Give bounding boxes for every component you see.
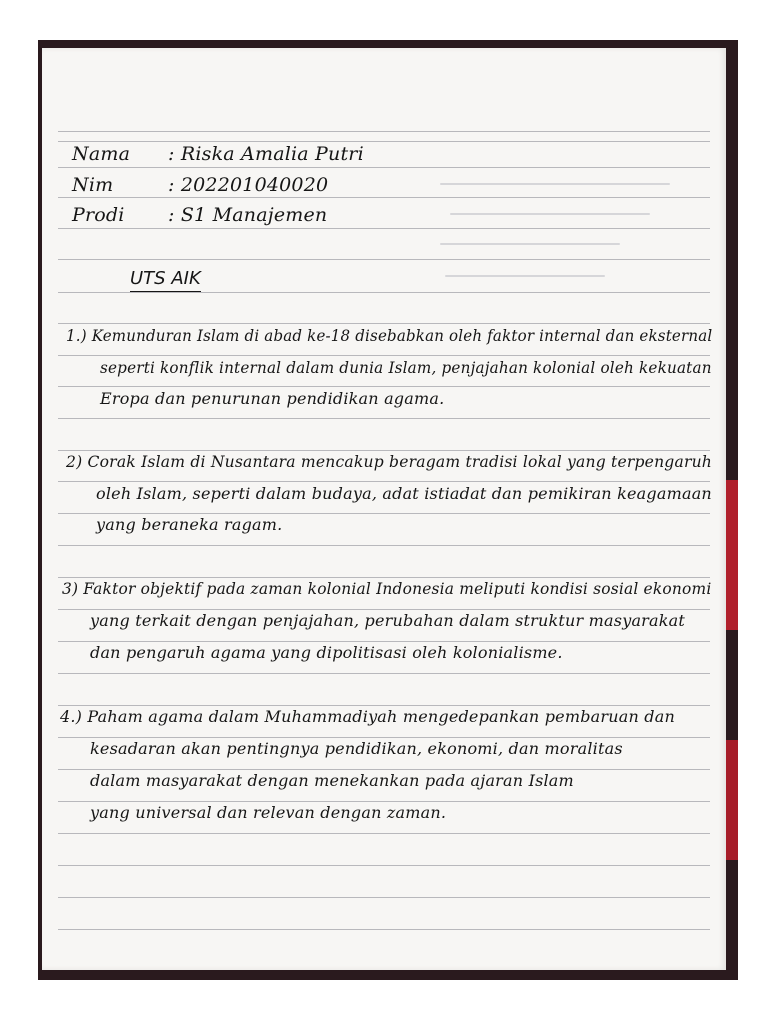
red-cover-edge [724, 480, 738, 630]
ruled-line [58, 545, 710, 546]
ruled-line [58, 167, 710, 168]
answer-3-line-1: 3) Faktor objektif pada zaman kolonial Indonesia meliputi kondisi sosial ekonomi [62, 579, 712, 598]
answer-4-line-3: dalam masyarakat dengan menekankan pada ajaran Islam [90, 771, 574, 790]
red-cover-edge [726, 740, 738, 860]
notebook-page [42, 48, 726, 970]
ruled-line [58, 131, 710, 132]
prodi-value: : S1 Manajemen [168, 204, 328, 226]
nim-label: Nim [72, 174, 114, 196]
ruled-line [58, 833, 710, 834]
answer-3-line-2: yang terkait dengan penjajahan, perubahan dalam struktur masyarakat [90, 611, 686, 630]
ruled-line [58, 865, 710, 866]
exam-title: UTS AIK [130, 268, 201, 292]
bleed-through-marks [450, 213, 650, 215]
ruled-line [58, 323, 710, 324]
ruled-line [58, 737, 710, 738]
answer-4-line-1: 4.) Paham agama dalam Muhammadiyah mengedepankan pembaruan dan [60, 707, 675, 726]
ruled-line [58, 228, 710, 229]
ruled-line [58, 929, 710, 930]
bleed-through-marks [440, 183, 670, 185]
prodi-label: Prodi [72, 204, 125, 226]
ruled-line [58, 609, 710, 610]
answer-2-line-3: yang beraneka ragam. [96, 515, 283, 534]
ruled-line [58, 801, 710, 802]
answer-1-line-1: 1.) Kemunduran Islam di abad ke-18 disebabkan oleh faktor internal dan eksternal [66, 326, 713, 345]
ruled-line [58, 897, 710, 898]
answer-1-line-3: Eropa dan penurunan pendidikan agama. [100, 389, 445, 408]
name-label: Nama [72, 143, 131, 165]
answer-4-line-4: yang universal dan relevan dengan zaman. [90, 803, 447, 822]
answer-1-line-2: seperti konflik internal dalam dunia Islam, penjajahan kolonial oleh kekuatan [100, 358, 712, 377]
ruled-line [58, 673, 710, 674]
ruled-line [58, 513, 710, 514]
ruled-line [58, 481, 710, 482]
name-value: : Riska Amalia Putri [168, 143, 364, 165]
ruled-line [58, 769, 710, 770]
ruled-line [58, 577, 710, 578]
answer-2-line-2: oleh Islam, seperti dalam budaya, adat istiadat dan pemikiran keagamaan [96, 484, 712, 503]
ruled-line [58, 705, 710, 706]
answer-4-line-2: kesadaran akan pentingnya pendidikan, ekonomi, dan moralitas [90, 739, 623, 758]
ruled-line [58, 418, 710, 419]
ruled-line [58, 355, 710, 356]
bleed-through-marks [445, 275, 605, 277]
ruled-line [58, 141, 710, 142]
answer-3-line-3: dan pengaruh agama yang dipolitisasi oleh kolonialisme. [90, 643, 563, 662]
ruled-line [58, 197, 710, 198]
nim-value: : 202201040020 [168, 174, 329, 196]
ruled-line [58, 386, 710, 387]
bleed-through-marks [440, 243, 620, 245]
ruled-line [58, 450, 710, 451]
answer-2-line-1: 2) Corak Islam di Nusantara mencakup beragam tradisi lokal yang terpengaruh [66, 452, 713, 471]
ruled-line [58, 292, 710, 293]
ruled-line [58, 641, 710, 642]
ruled-line [58, 259, 710, 260]
